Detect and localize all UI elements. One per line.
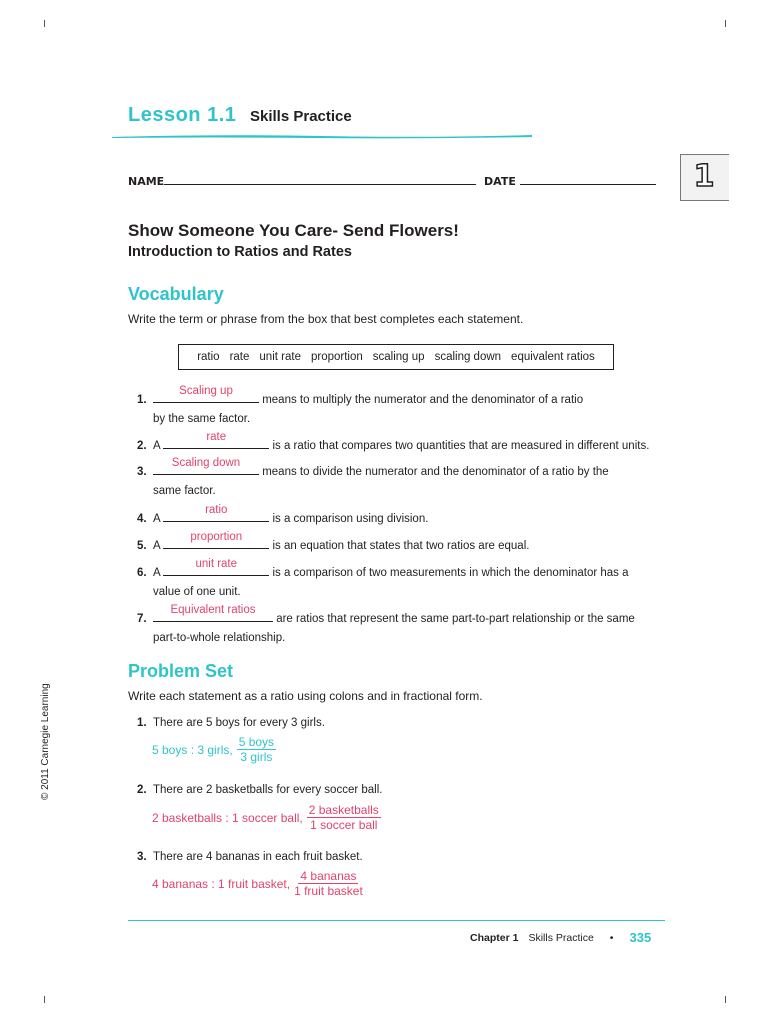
page-footer xyxy=(470,930,651,945)
answer-blank[interactable] xyxy=(153,604,273,622)
crop-mark xyxy=(725,996,726,1003)
fraction-numerator: 5 boys xyxy=(238,735,275,749)
item-text: is a comparison using division. xyxy=(272,513,429,525)
answer-blank[interactable] xyxy=(163,431,269,449)
vocabulary-term-box xyxy=(178,344,614,370)
term: equivalent ratios xyxy=(511,351,595,363)
item-text: is a ratio that compares two quantities that are measured in different units. xyxy=(272,440,650,452)
crop-mark xyxy=(44,996,45,1003)
answer-blank[interactable] xyxy=(163,531,269,549)
crop-mark xyxy=(44,20,45,27)
page-subtitle: Introduction to Ratios and Rates xyxy=(128,244,352,260)
brush-stroke-divider xyxy=(112,133,532,139)
problem-answer xyxy=(152,735,276,764)
answer-text: Scaling up xyxy=(179,385,233,397)
item-prefix: A xyxy=(153,440,161,452)
item-text: are ratios that represent the same part-to-part relationship or the same xyxy=(276,613,635,625)
problem-text: There are 2 basketballs for every soccer ball. xyxy=(153,784,383,796)
problem-number: 2. xyxy=(137,784,147,796)
problem-number: 3. xyxy=(137,851,147,863)
item-continuation: part-to-whole relationship. xyxy=(153,632,286,644)
answer-colon-form: 2 basketballs : 1 soccer ball, xyxy=(152,810,303,825)
vocabulary-heading: Vocabulary xyxy=(128,284,224,304)
vocabulary-item xyxy=(137,558,657,602)
date-label: DATE xyxy=(484,175,516,188)
vocabulary-item xyxy=(137,604,657,648)
item-text: means to multiply the numerator and the denominator of a ratio xyxy=(262,394,584,406)
item-number: 3. xyxy=(137,466,147,478)
chapter-tab-number: 1 xyxy=(693,159,715,194)
item-text: means to divide the numerator and the denominator of a ratio by the xyxy=(262,466,609,478)
footer-chapter: Chapter 1 xyxy=(470,931,519,944)
lesson-number: Lesson 1.1 xyxy=(128,104,237,126)
fraction-numerator: 4 bananas xyxy=(300,869,357,883)
page-number: 335 xyxy=(629,930,652,945)
fraction-denominator: 3 girls xyxy=(240,750,273,764)
vocabulary-instruction: Write the term or phrase from the box that best completes each statement. xyxy=(128,312,524,326)
item-prefix: A xyxy=(153,513,161,525)
chapter-tab xyxy=(680,154,729,201)
problem-answer xyxy=(152,803,381,832)
item-continuation: value of one unit. xyxy=(153,586,241,598)
answer-blank[interactable] xyxy=(163,504,269,522)
problem-text: There are 4 bananas in each fruit basket. xyxy=(153,851,363,863)
problem-set-instruction: Write each statement as a ratio using colons and in fractional form. xyxy=(128,689,483,703)
item-text: is a comparison of two measurements in which the denominator has a xyxy=(272,567,629,579)
answer-fraction xyxy=(307,803,381,832)
item-prefix: A xyxy=(153,567,161,579)
vocabulary-item xyxy=(137,504,657,529)
answer-colon-form: 5 boys : 3 girls, xyxy=(152,742,233,757)
vocabulary-item xyxy=(137,457,657,501)
item-continuation: same factor. xyxy=(153,485,216,497)
term: scaling down xyxy=(434,351,502,363)
answer-text: ratio xyxy=(205,504,228,516)
item-text: is an equation that states that two ratios are equal. xyxy=(272,540,530,552)
problem-number: 1. xyxy=(137,717,147,729)
term: scaling up xyxy=(372,351,425,363)
vocabulary-item xyxy=(137,531,657,556)
problem-statement xyxy=(137,848,657,867)
problem-answer xyxy=(152,869,363,898)
copyright-notice: © 2011 Carnegie Learning xyxy=(40,683,51,800)
fraction-denominator: 1 soccer ball xyxy=(310,818,378,832)
item-prefix: A xyxy=(153,540,161,552)
footer-label: Skills Practice xyxy=(528,931,594,944)
item-number: 7. xyxy=(137,613,147,625)
vocabulary-item xyxy=(137,385,657,429)
term: ratio xyxy=(197,351,220,363)
item-continuation: by the same factor. xyxy=(153,413,251,425)
answer-text: Scaling down xyxy=(171,457,241,469)
answer-text: Equivalent ratios xyxy=(170,604,256,616)
problem-statement xyxy=(137,781,657,800)
answer-blank[interactable] xyxy=(153,385,259,403)
item-number: 4. xyxy=(137,513,147,525)
term: proportion xyxy=(310,351,363,363)
answer-fraction xyxy=(294,869,363,898)
name-label: NAME xyxy=(128,175,165,188)
term: rate xyxy=(229,351,250,363)
term: unit rate xyxy=(259,351,301,363)
answer-text: proportion xyxy=(190,531,243,543)
name-field[interactable] xyxy=(164,174,476,185)
answer-text: unit rate xyxy=(195,558,238,570)
answer-blank[interactable] xyxy=(153,457,259,475)
footer-divider xyxy=(128,920,665,921)
name-date-line xyxy=(128,174,656,188)
problem-statement xyxy=(137,714,657,733)
lesson-subtitle: Skills Practice xyxy=(250,108,352,125)
answer-blank[interactable] xyxy=(163,558,269,576)
answer-text: rate xyxy=(206,431,227,443)
answer-colon-form: 4 bananas : 1 fruit basket, xyxy=(152,876,291,891)
fraction-denominator: 1 fruit basket xyxy=(294,884,363,898)
problem-set-heading: Problem Set xyxy=(128,661,234,681)
date-field[interactable] xyxy=(520,174,656,185)
item-number: 1. xyxy=(137,394,147,406)
item-number: 5. xyxy=(137,540,147,552)
item-number: 6. xyxy=(137,567,147,579)
answer-fraction xyxy=(237,735,276,764)
item-number: 2. xyxy=(137,440,147,452)
footer-bullet: • xyxy=(609,931,614,944)
fraction-numerator: 2 basketballs xyxy=(308,803,379,817)
problem-text: There are 5 boys for every 3 girls. xyxy=(153,717,325,729)
page-title: Show Someone You Care- Send Flowers! xyxy=(128,221,459,240)
crop-mark xyxy=(725,20,726,27)
vocabulary-item xyxy=(137,431,657,456)
